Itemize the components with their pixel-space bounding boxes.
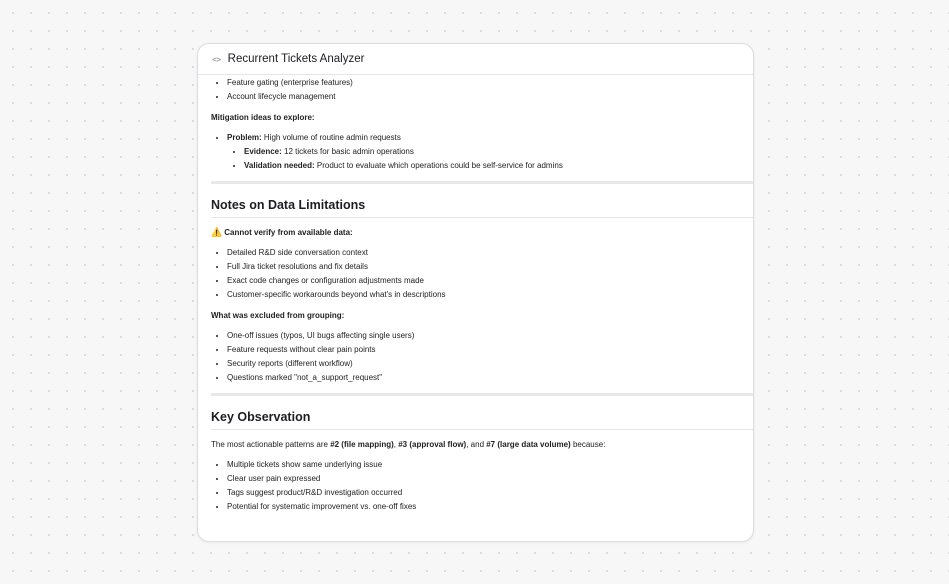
list-item: • Security reports (different workflow) xyxy=(227,357,753,371)
mitigation-label: Mitigation ideas to explore: xyxy=(211,113,315,122)
warning-label: Cannot verify from available data: xyxy=(224,228,353,237)
excluded-label: What was excluded from grouping: xyxy=(211,311,345,320)
list-item: • Customer-specific workarounds beyond what's in descriptions xyxy=(227,288,753,302)
limitations-heading: Notes on Data Limitations xyxy=(211,184,753,218)
intro-post: because: xyxy=(570,440,606,449)
card-title: Recurrent Tickets Analyzer xyxy=(227,53,365,65)
warning-line xyxy=(211,225,753,240)
problem-item xyxy=(227,131,753,173)
excluded-list xyxy=(211,329,753,385)
code-icon: <> xyxy=(212,54,221,64)
top-list xyxy=(211,76,753,104)
sep-1: , xyxy=(393,440,399,449)
list-item: • Multiple tickets show same underlying issue xyxy=(227,458,753,472)
pattern-3: #3 (approval flow) xyxy=(398,440,467,449)
report-content xyxy=(198,76,753,514)
sep-2: , and xyxy=(466,440,487,449)
warning-icon: ⚠️ xyxy=(211,227,223,237)
list-item: • Full Jira ticket resolutions and fix details xyxy=(227,260,753,274)
intro-pre: The most actionable patterns are xyxy=(211,440,331,449)
validation-item xyxy=(244,159,753,173)
list-item: • Account lifecycle management xyxy=(227,90,753,104)
pattern-2: #2 (file mapping) xyxy=(330,440,394,449)
evidence-item xyxy=(244,145,753,159)
validation-label: Validation needed: xyxy=(244,161,315,170)
observation-intro xyxy=(211,438,753,452)
problem-text: High volume of routine admin requests xyxy=(261,133,401,142)
analyzer-card xyxy=(197,43,754,542)
pattern-7: #7 (large data volume) xyxy=(486,440,571,449)
list-item: • Potential for systematic improvement vs. one-off fixes xyxy=(227,500,753,514)
list-item: • Feature requests without clear pain points xyxy=(227,343,753,357)
problem-label: Problem: xyxy=(227,133,262,142)
reasons-list xyxy=(211,458,753,514)
list-item: • Exact code changes or configuration adjustments made xyxy=(227,274,753,288)
list-item: • Feature gating (enterprise features) xyxy=(227,76,753,90)
list-item: • Tags suggest product/R&D investigation occurred xyxy=(227,486,753,500)
problem-sublist xyxy=(227,145,753,173)
cannot-verify-list xyxy=(211,246,753,302)
list-item: • Clear user pain expressed xyxy=(227,472,753,486)
observation-heading: Key Observation xyxy=(211,396,753,430)
evidence-text: 12 tickets for basic admin operations xyxy=(281,147,414,156)
list-item: • One-off issues (typos, UI bugs affecting single users) xyxy=(227,329,753,343)
list-item: • Questions marked "not_a_support_request" xyxy=(227,371,753,385)
list-item: • Detailed R&D side conversation context xyxy=(227,246,753,260)
mitigation-list xyxy=(211,131,753,173)
card-header xyxy=(198,44,753,75)
evidence-label: Evidence: xyxy=(244,147,282,156)
validation-text: Product to evaluate which operations could be self-service for admins xyxy=(314,161,563,170)
